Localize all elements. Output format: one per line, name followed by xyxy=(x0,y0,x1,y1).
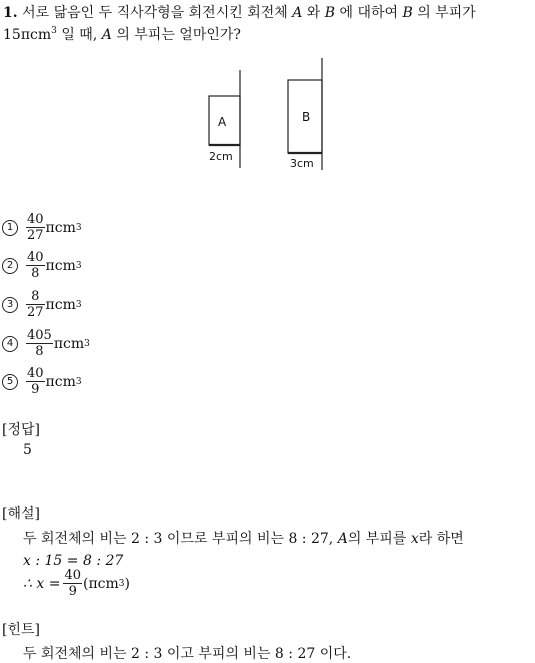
option-3[interactable]: 3 $\frac{8}{27}$ πcm 3 xyxy=(2,289,82,320)
rectangles-figure xyxy=(0,55,535,175)
option-3-unit: πcm xyxy=(45,296,76,313)
solution-equation-2: ∴ x = $\frac{40}{9}$ (πcm 3 ) xyxy=(23,568,130,599)
option-5[interactable]: 5 $\frac{40}{9}$ πcm 3 xyxy=(2,366,82,397)
width-a-label: 2cm xyxy=(209,150,233,163)
option-4[interactable]: 4 $\frac{405}{8}$ πcm 3 xyxy=(2,328,90,359)
hint-text: 두 회전체의 비는 2 : 3 이고 부피의 비는 8 : 27 이다. xyxy=(23,646,352,662)
question-text-1c: 에 대하여 xyxy=(339,5,399,21)
question-text-1d: 의 부피가 xyxy=(417,5,476,21)
answer-value: 5 xyxy=(23,442,32,458)
option-4-fraction: $\frac{405}{8}$ xyxy=(27,328,52,359)
rectangle-b-label: B xyxy=(302,110,311,124)
option-1-unit: πcm xyxy=(45,219,76,236)
solution-equation-1: x : 15 = 8 : 27 xyxy=(23,553,124,569)
solution-line-1: 두 회전체의 비는 2 : 3 이므로 부피의 비는 8 : 27, A의 부피를 x라 하면 xyxy=(23,531,464,547)
var-b: B xyxy=(324,5,336,21)
question-text-1b: 와 xyxy=(306,5,321,21)
question-text-1a: 서로 닮음인 두 직사각형을 회전시킨 회전체 xyxy=(22,5,288,21)
question-line-2 xyxy=(3,24,241,44)
question-text-2a: 일 때, xyxy=(61,27,98,43)
option-marker-1: 1 xyxy=(2,220,18,236)
option-marker-2: 2 xyxy=(2,258,18,274)
option-4-unit: πcm xyxy=(53,335,85,352)
question-volume: 15πcm xyxy=(3,27,52,43)
question-line-1 xyxy=(3,2,476,22)
option-marker-4: 4 xyxy=(2,336,18,352)
option-5-fraction: $\frac{40}{9}$ xyxy=(27,366,44,397)
question-text-2b: 의 부피는 얼마인가? xyxy=(116,27,241,43)
option-3-fraction: $\frac{8}{27}$ xyxy=(27,289,44,320)
rectangle-a-label: A xyxy=(218,115,227,129)
option-marker-5: 5 xyxy=(2,374,18,390)
var-a: A xyxy=(292,5,303,21)
option-2-fraction: $\frac{40}{8}$ xyxy=(27,250,44,281)
option-5-unit: πcm xyxy=(45,373,76,390)
var-b-2: B xyxy=(402,5,413,21)
hint-heading: [힌트] xyxy=(2,622,40,638)
option-2[interactable]: 2 $\frac{40}{8}$ πcm 3 xyxy=(2,250,82,281)
answer-heading: [정답] xyxy=(2,422,40,438)
option-1[interactable]: 1 $\frac{40}{27}$ πcm 3 xyxy=(2,212,82,243)
option-1-fraction: $\frac{40}{27}$ xyxy=(27,212,44,243)
solution-heading: [해설] xyxy=(2,506,40,522)
var-a-2: A xyxy=(101,27,112,43)
question-number: 1. xyxy=(3,5,18,21)
question-volume-exp: 3 xyxy=(51,26,57,36)
option-2-unit: πcm xyxy=(45,257,76,274)
option-marker-3: 3 xyxy=(2,297,18,313)
width-b-label: 3cm xyxy=(290,157,314,170)
